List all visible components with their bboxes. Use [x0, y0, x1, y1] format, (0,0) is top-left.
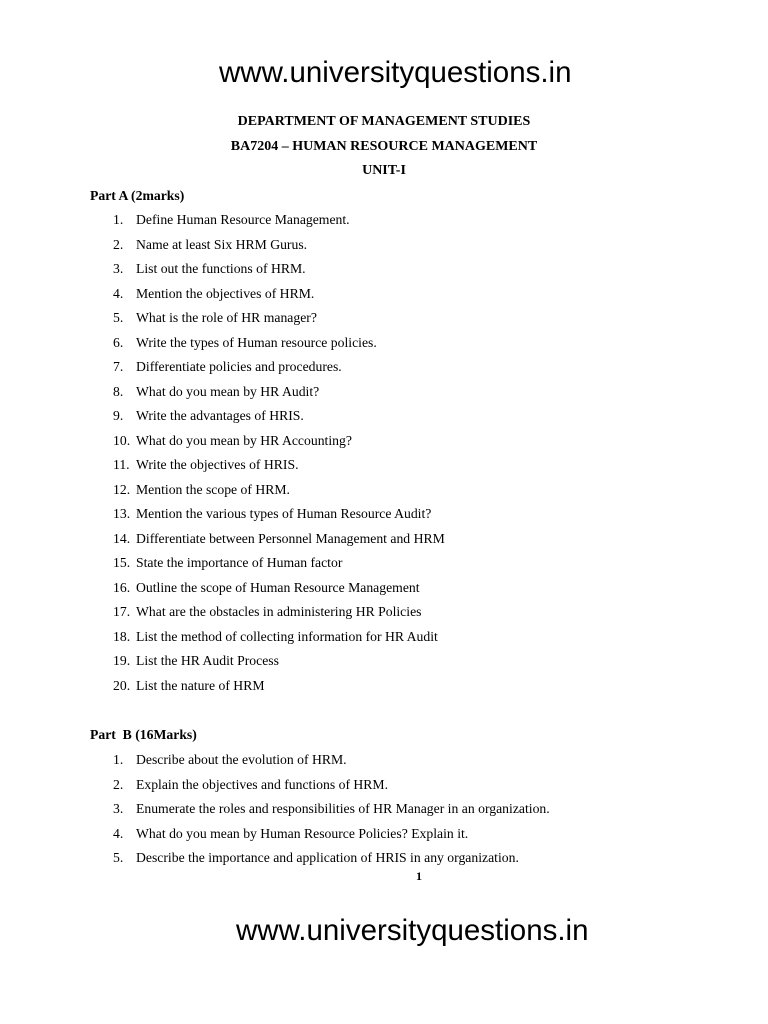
question-item	[0, 551, 768, 576]
question-text: Describe about the evolution of HRM.	[136, 752, 347, 767]
question-item	[0, 600, 768, 625]
question-number: 18.	[113, 628, 131, 644]
question-item	[0, 257, 768, 282]
question-number: 19.	[113, 653, 131, 669]
question-text: Outline the scope of Human Resource Management	[136, 579, 420, 595]
question-item	[0, 527, 768, 552]
question-item	[0, 453, 768, 478]
question-text: What are the obstacles in administering HR Policies	[136, 604, 422, 620]
question-text: List out the functions of HRM.	[136, 261, 306, 277]
department-title: DEPARTMENT OF MANAGEMENT STUDIES	[237, 114, 531, 129]
question-text: What do you mean by HR Accounting?	[136, 432, 352, 448]
question-item	[0, 625, 768, 650]
question-text: State the importance of Human factor	[136, 555, 343, 571]
question-number: 3.	[113, 261, 124, 277]
question-item	[0, 306, 768, 331]
question-number: 12.	[113, 481, 131, 497]
question-number: 3.	[113, 801, 124, 817]
question-text: Define Human Resource Management.	[136, 212, 350, 227]
question-text: Describe the importance and application of HRIS in any organization.	[136, 850, 519, 866]
question-number: 14.	[113, 530, 131, 546]
question-number: 1.	[113, 752, 124, 767]
question-text: Write the advantages of HRIS.	[136, 408, 304, 424]
part-b-question-list	[0, 748, 768, 871]
question-number: 7.	[113, 359, 124, 375]
page-number: 1	[416, 869, 422, 883]
question-item	[0, 748, 768, 773]
question-number: 17.	[113, 604, 131, 620]
question-item	[0, 404, 768, 429]
question-number: 9.	[113, 408, 124, 424]
question-text: List the nature of HRM	[136, 677, 265, 693]
question-text: Write the objectives of HRIS.	[136, 457, 299, 473]
unit-title: UNIT-I	[362, 163, 406, 178]
question-number: 8.	[113, 383, 124, 399]
question-item	[0, 380, 768, 405]
question-number: 1.	[113, 212, 124, 227]
header-site-url: www.universityquestions.in	[219, 56, 572, 89]
question-number: 2.	[113, 236, 124, 252]
question-text: What do you mean by Human Resource Policies? Explain it.	[136, 825, 469, 841]
question-number: 5.	[113, 850, 124, 866]
question-text: What is the role of HR manager?	[136, 310, 317, 326]
question-item	[0, 674, 768, 699]
question-item	[0, 282, 768, 307]
question-item	[0, 576, 768, 601]
question-text: Name at least Six HRM Gurus.	[136, 236, 308, 252]
question-item	[0, 773, 768, 798]
question-item	[0, 233, 768, 258]
question-text: Mention the objectives of HRM.	[136, 285, 315, 301]
question-number: 11.	[113, 457, 130, 473]
question-item	[0, 429, 768, 454]
part-a-question-list	[0, 208, 768, 698]
question-number: 2.	[113, 776, 124, 792]
question-text: List the method of collecting information for HR Audit	[136, 628, 438, 644]
question-text: Enumerate the roles and responsibilities of HR Manager in an organization.	[136, 801, 550, 817]
question-item	[0, 478, 768, 503]
question-text: What do you mean by HR Audit?	[136, 383, 320, 399]
question-number: 4.	[113, 825, 124, 841]
question-text: Differentiate between Personnel Management and HRM	[136, 530, 445, 546]
question-number: 5.	[113, 310, 124, 326]
question-text: Explain the objectives and functions of HRM.	[136, 776, 389, 792]
question-item	[0, 502, 768, 527]
course-title: BA7204 – HUMAN RESOURCE MANAGEMENT	[230, 139, 538, 154]
question-item	[0, 331, 768, 356]
question-text: List the HR Audit Process	[136, 653, 279, 669]
question-item	[0, 649, 768, 674]
question-item	[0, 822, 768, 847]
question-item	[0, 797, 768, 822]
question-text: Differentiate policies and procedures.	[136, 359, 342, 375]
question-item	[0, 846, 768, 871]
question-item	[0, 208, 768, 233]
part-b-heading: Part B (16Marks)	[90, 727, 197, 742]
question-number: 20.	[113, 677, 131, 693]
question-number: 15.	[113, 555, 131, 571]
question-number: 13.	[113, 506, 131, 522]
part-a-heading: Part A (2marks)	[90, 188, 185, 203]
question-item	[0, 355, 768, 380]
question-number: 4.	[113, 285, 124, 301]
footer-site-url: www.universityquestions.in	[236, 914, 589, 947]
question-text: Write the types of Human resource policies.	[136, 334, 377, 350]
question-text: Mention the various types of Human Resource Audit?	[136, 506, 432, 522]
question-number: 10.	[113, 432, 131, 448]
question-number: 16.	[113, 579, 131, 595]
question-number: 6.	[113, 334, 124, 350]
question-text: Mention the scope of HRM.	[136, 481, 290, 497]
